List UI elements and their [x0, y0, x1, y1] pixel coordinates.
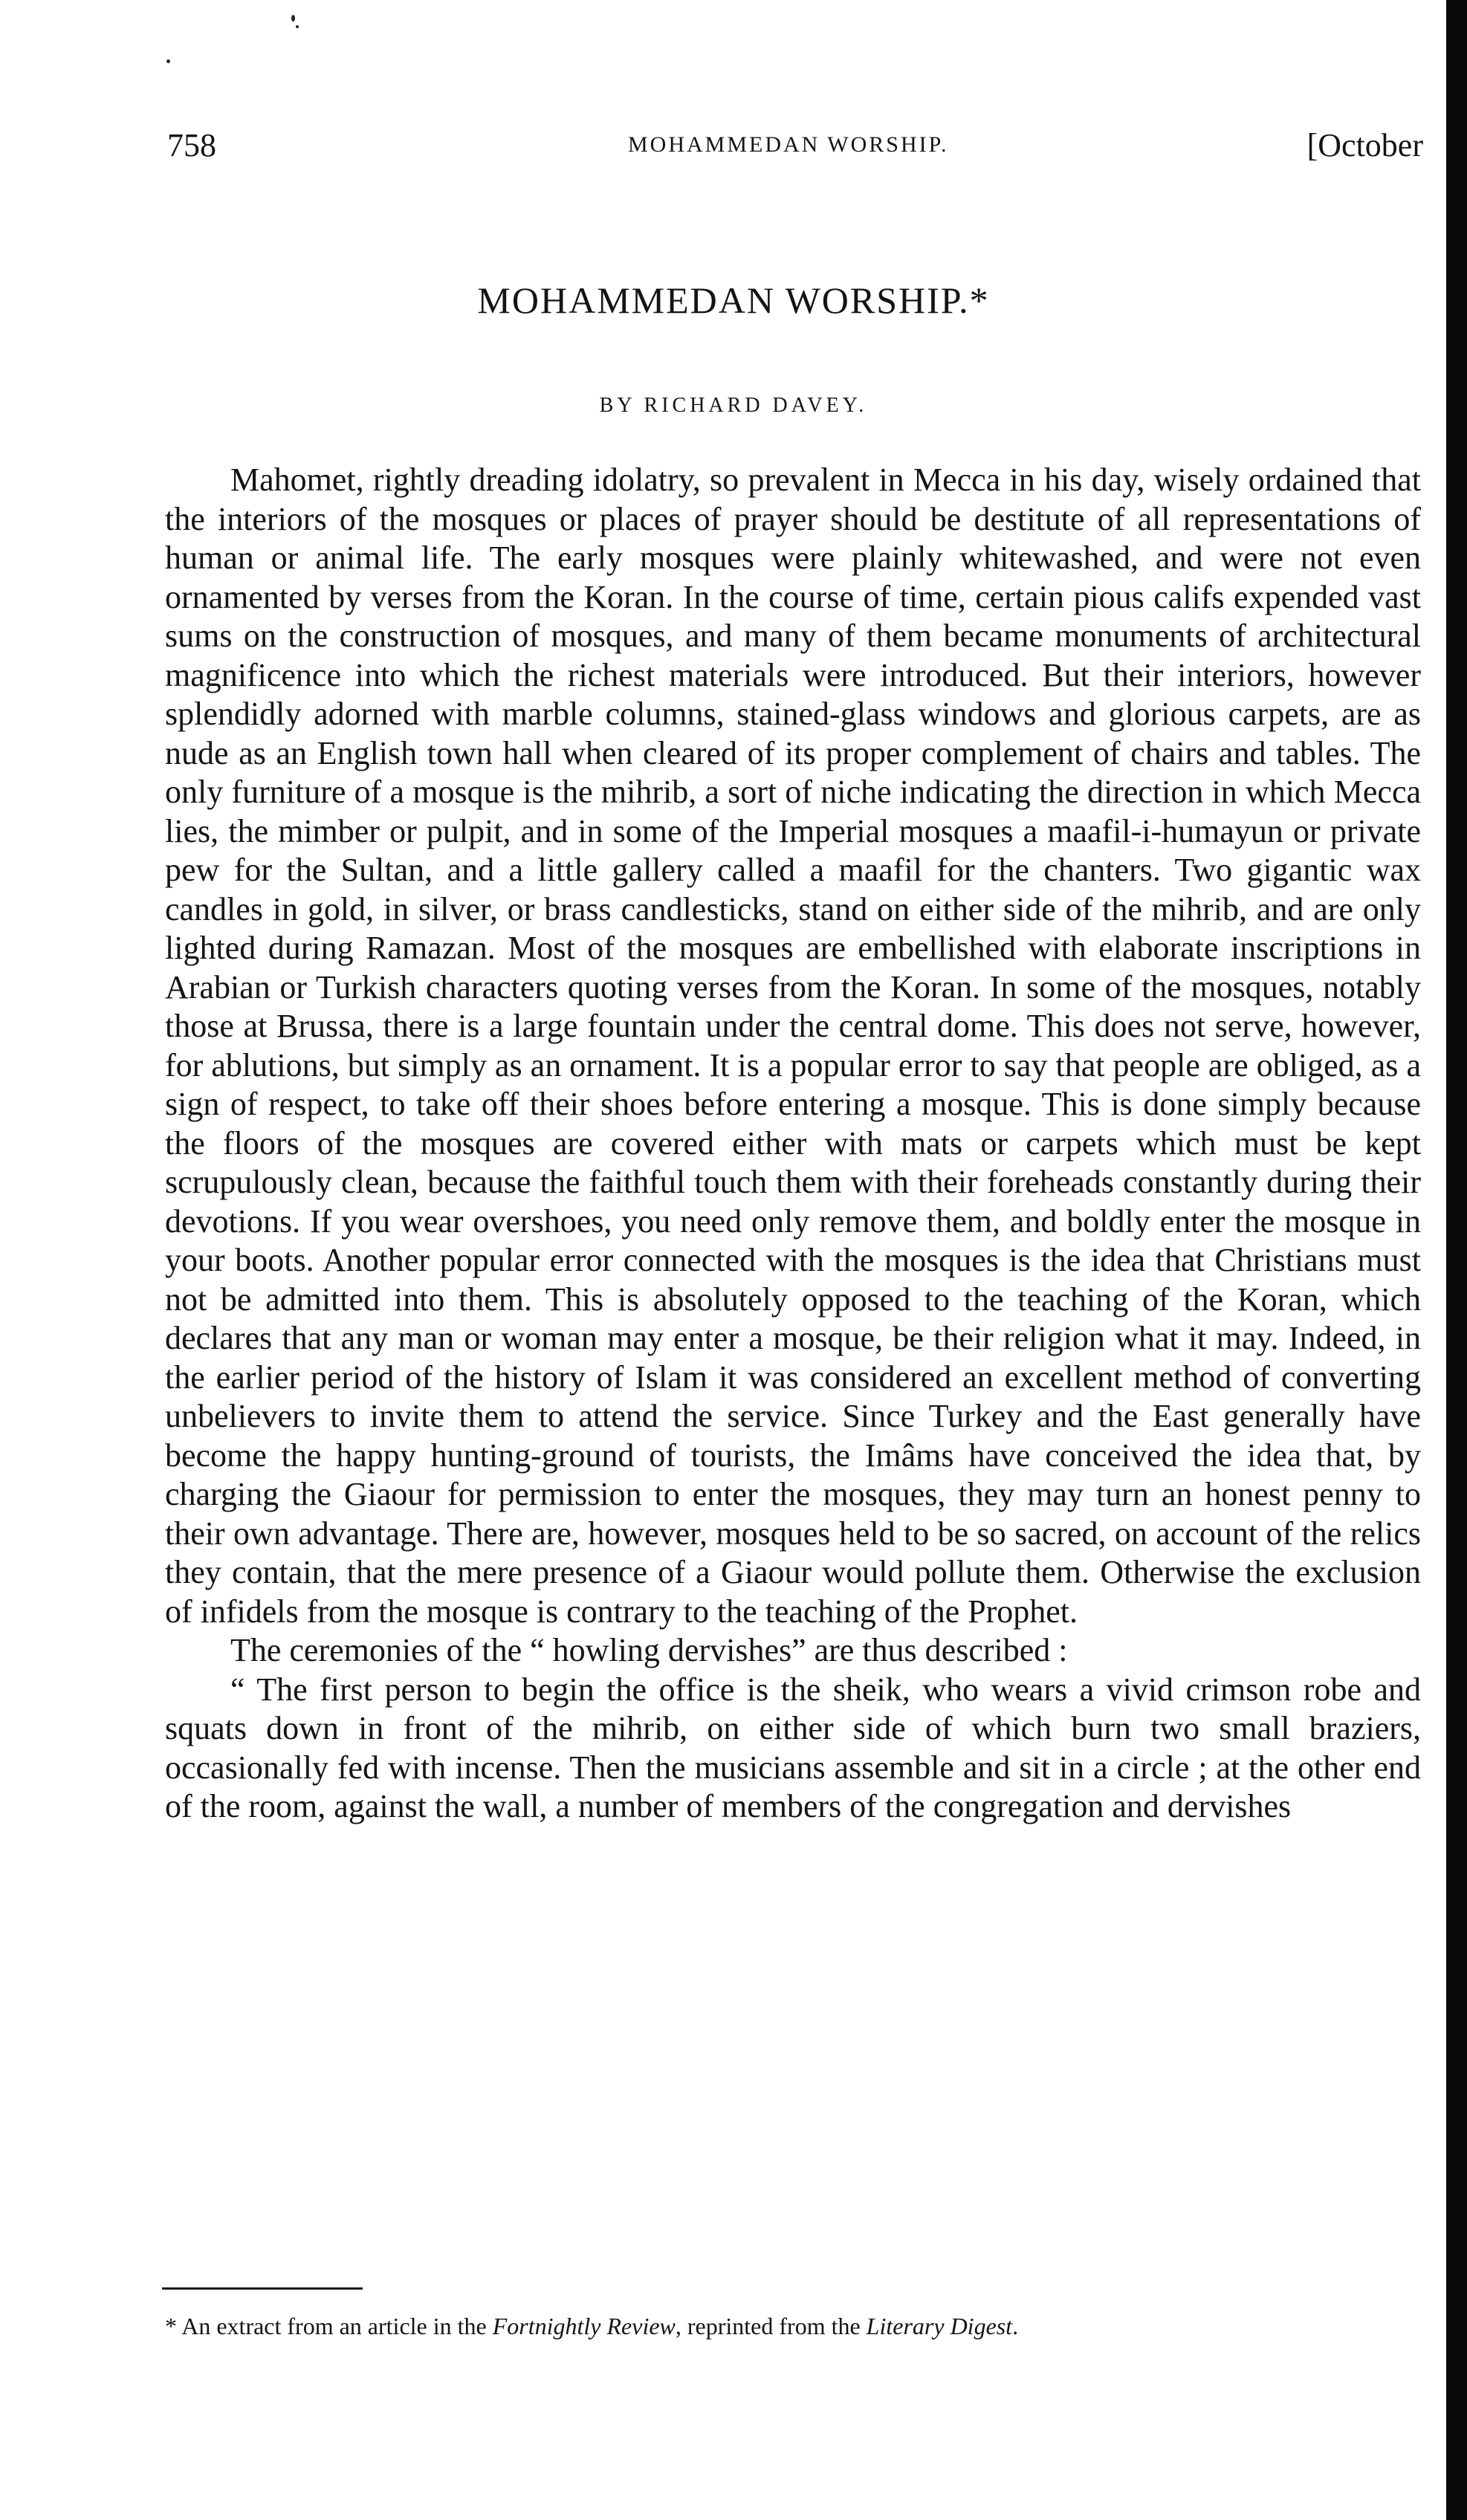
footnote-middle: , reprinted from the — [675, 2313, 867, 2339]
page-number: 758 — [167, 127, 216, 163]
footnote — [165, 2313, 1428, 2340]
footnote-rule — [162, 2287, 363, 2290]
running-title: MOHAMMEDAN WORSHIP. — [628, 132, 949, 157]
scan-speck — [291, 15, 295, 22]
footnote-reprint: Literary Digest — [866, 2313, 1013, 2339]
running-header — [167, 126, 1423, 171]
scan-speck — [296, 25, 299, 28]
footnote-end: . — [1012, 2313, 1019, 2339]
paragraph: “ The first person to begin the office is the sheik, who wears a vivid crimson robe and squats down in front of the mihrib, on either side of which burn two small braziers, occasionally fed with incense. Then the musicians assemble and sit in a circle ; at the other end of the room, against the wall, a number of members of the congregation and dervishes — [165, 1671, 1421, 1824]
paragraph: Mahomet, rightly dreading idolatry, so prevalent in Mecca in his day, wisely ordained that the interiors of the mosques or places of prayer should be destitute of all representations of human or animal life. The early mosques were plainly whitewashed, and were not even ornamented by verses from the Koran. In the course of time, certain pious califs expended vast sums on the construction of mosques, and many of them became monuments of architectural magnificence into which the richest materials were introduced. But their interiors, however splendidly adorned with marble columns, stained-glass windows and glorious carpets, are as nude as an English town hall when cleared of its proper complement of chairs and tables. The only furniture of a mosque is the mihrib, a sort of niche indicating the direction in which Mecca lies, the mimber or pulpit, and in some of the Imperial mosques a maafil-i-humayun or private pew for the Sultan, and a little gallery called a maafil for the chanters. Two gigantic wax candles in gold, in silver, or brass candlesticks, stand on either side of the mihrib, and are only lighted during Ramazan. Most of the mosques are embellished with elaborate inscriptions in Arabian or Turkish characters quoting verses from the Koran. In some of the mosques, notably those at Brussa, there is a large fountain under the central dome. This does not serve, however, for ablutions, but simply as an ornament. It is a popular error to say that people are obliged, as a sign of respect, to take off their shoes before entering a mosque. This is done simply because the floors of the mosques are covered either with mats or carpets which must be kept scrupulously clean, because the faithful touch them with their foreheads constantly during their devotions. If you wear overshoes, you need only remove them, and boldly enter the mosque in your boots. Another popular error connected with the mosques is the idea that Christians must not be admitted into them. This is absolutely opposed to the teaching of the Koran, which declares that any man or woman may enter a mosque, be their religion what it may. Indeed, in the earlier period of the history of Islam it was considered an excellent method of converting unbelievers to invite them to attend the service. Since Turkey and the East generally have become the happy hunting-ground of tourists, the Imâms have conceived the idea that, by charging the Giaour for permission to enter the mosques, they may turn an honest penny to their own advantage. There are, however, mosques held to be so sacred, on account of the relics they contain, that the mere presence of a Giaour would pollute them. Otherwise the exclusion of infidels from the mosque is contrary to the teaching of the Prophet. — [165, 461, 1421, 1630]
scan-dark-edge — [1446, 0, 1467, 2520]
footnote-source: Fortnightly Review — [492, 2313, 676, 2339]
author-byline: BY RICHARD DAVEY. — [599, 394, 868, 417]
footnote-lead: * An extract from an article in the — [165, 2313, 493, 2339]
issue-month: [October — [1306, 127, 1423, 163]
article-body — [165, 461, 1421, 1827]
article-title: MOHAMMEDAN WORSHIP.* — [477, 279, 990, 321]
scan-speck — [166, 59, 170, 63]
paragraph: The ceremonies of the “ howling dervishes” are thus described : — [230, 1632, 1068, 1668]
